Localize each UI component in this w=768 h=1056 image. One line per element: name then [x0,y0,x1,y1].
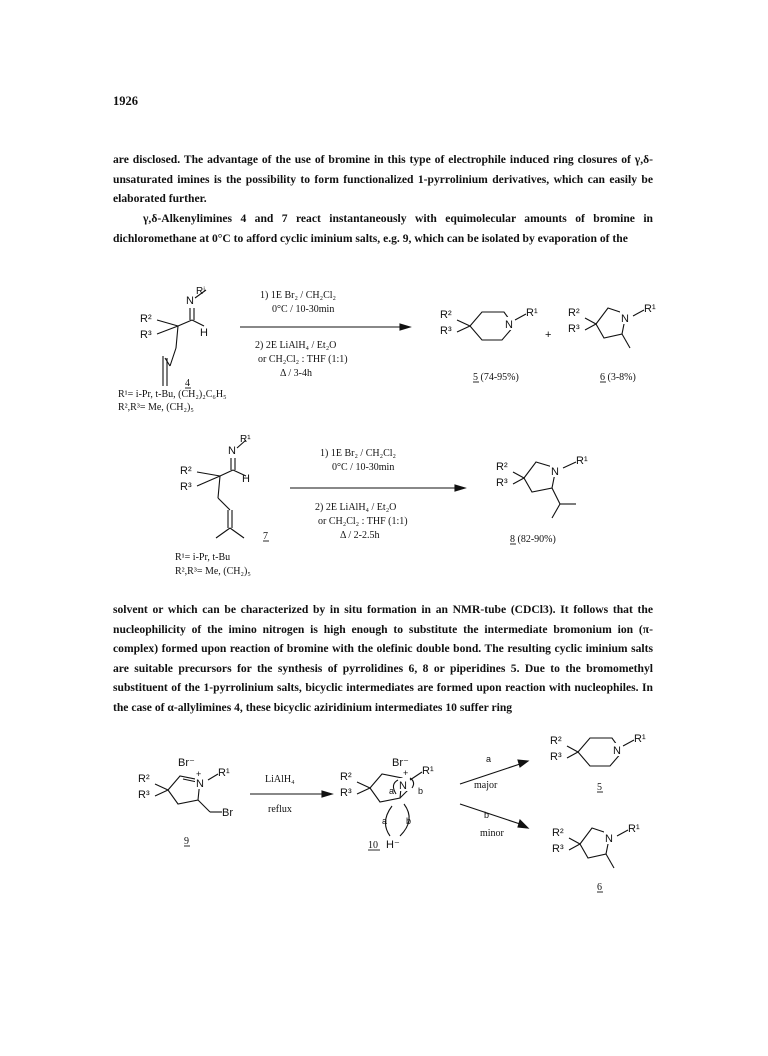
svg-text:R²: R² [552,827,564,839]
svg-text:b: b [406,816,412,826]
product-6-label: 6 (3-8%) [600,372,636,383]
svg-text:R²: R² [496,461,508,473]
svg-text:R³: R³ [552,843,564,855]
substituents-r1: R¹= i-Pr, t-Bu, (CH₂)₂C₆H₅ [118,389,227,400]
cond2-3: 2) 2E LiAlH₄ / Et₂O [315,502,397,513]
paragraph-mechanism: solvent or which can be characterized by in situ formation in an NMR-tube (CDCl3). It follows that the nucleophilicity of the imino nitrogen is high enough to substitute the intermediate bromonium ion (π-complex) formed upon reaction of bromine with the olefinic double bond. The resulting cyclic iminium salts are suitable precursors for the synthesis of pyrrolidines 6, 8 or piperidines 5. Due to the bromomethyl substituent of the 1-pyrrolinium salts, bicyclic intermediates are formed upon reaction with nucleophiles. In the case of α-allylimines 4, these bicyclic aziridinium intermediates 10 suffer ring [113,603,653,714]
cond-2: 0°C / 10-30min [272,304,335,315]
pyrrolidine-8-structure [496,455,588,518]
major-note: major [474,780,498,791]
svg-text:R²: R² [180,465,192,477]
compound-label-10: 10 [368,840,378,851]
arrow-path-b [460,804,520,824]
svg-text:a: a [382,816,388,826]
paragraph-intro: are disclosed. The advantage of the use of bromine in this type of electrophile induced ring closures of γ,δ-unsaturated imines is the possibility to form functionalized 1-pyrrolinium derivatives, which can easily be elaborated further. [113,153,653,206]
cond-5: Δ / 3-4h [280,368,312,379]
svg-text:N: N [505,319,513,331]
svg-text:R³: R³ [568,323,580,335]
svg-text:a: a [389,786,395,796]
svg-text:R²: R² [440,309,452,321]
atom-N: N [186,295,194,307]
svg-text:R¹: R¹ [576,455,588,467]
svg-text:R¹: R¹ [526,307,538,319]
compound-label-4: 4 [185,378,190,389]
svg-text:N: N [621,313,629,325]
imine-4-structure [140,286,208,389]
svg-text:b: b [418,786,424,796]
cond-4: or CH₂Cl₂ : THF (1:1) [258,354,348,365]
svg-text:R³: R³ [496,477,508,489]
svg-text:R²: R² [138,773,150,785]
piperidine-5-structure [440,307,538,340]
svg-text:N: N [551,466,559,478]
svg-text:Br⁻: Br⁻ [178,757,195,769]
svg-text:R³: R³ [180,481,192,493]
svg-text:N: N [196,778,204,790]
product-8-label: 8 (82-90%) [510,534,556,545]
svg-text:R¹: R¹ [634,733,646,745]
svg-text:R³: R³ [340,787,352,799]
cond-1: 1) 1E Br₂ / CH₂Cl₂ [260,290,337,301]
svg-text:R³: R³ [138,789,150,801]
product-label-6: 6 [597,882,602,893]
atom-R3: R³ [140,329,152,341]
compound-label-9: 9 [184,836,189,847]
plus-sign: + [545,329,552,341]
svg-text:R¹: R¹ [644,303,656,315]
scheme-3 [100,732,700,902]
atom-H: H [200,327,208,339]
substituents-r1-7: R¹= i-Pr, t-Bu [175,552,231,563]
imine-7-structure [180,434,251,538]
product-label-5: 5 [597,782,602,793]
svg-text:a: a [486,754,492,764]
svg-text:R¹: R¹ [422,765,434,777]
atom-Ri: Rⁱ [196,286,206,297]
cond2-5: Δ / 2-2.5h [340,530,380,541]
substituents-r2r3-7: R²,R³= Me, (CH₂)₅ [175,566,251,577]
scheme-1 [100,268,700,413]
svg-text:R¹: R¹ [218,767,230,779]
svg-text:Br⁻: Br⁻ [392,757,409,769]
svg-text:b: b [484,810,490,820]
svg-text:R¹: R¹ [240,434,251,445]
svg-text:H: H [242,473,250,485]
compound-label-7: 7 [263,531,268,542]
svg-text:R²: R² [568,307,580,319]
svg-text:R²: R² [340,771,352,783]
svg-text:N: N [399,780,407,792]
iminium-9-structure [138,757,233,819]
svg-text:+: + [196,769,202,779]
product-5-label: 5 (74-95%) [473,372,519,383]
svg-text:Br: Br [222,807,233,819]
svg-text:+: + [403,768,409,778]
svg-text:N: N [613,745,621,757]
cond-3: 2) 2E LiAlH₄ / Et₂O [255,340,337,351]
atom-R2: R² [140,313,152,325]
svg-text:R³: R³ [550,751,562,763]
condition-reflux: reflux [268,804,292,815]
svg-text:N: N [605,833,613,845]
svg-text:R²: R² [550,735,562,747]
svg-text:R¹: R¹ [628,823,640,835]
pyrrolidine-6-structure [568,303,656,348]
paragraph-alkenylimines: γ,δ-Alkenylimines 4 and 7 react instantaneously with equimolecular amounts of bromine in dichloromethane at 0°C to afford cyclic iminium salts, e.g. 9, which can be isolated by evaporation of the [113,212,653,245]
product-6-structure-scheme3 [552,823,640,868]
cond2-4: or CH₂Cl₂ : THF (1:1) [318,516,408,527]
cond2-1: 1) 1E Br₂ / CH₂Cl₂ [320,448,397,459]
cond2-2: 0°C / 10-30min [332,462,395,473]
svg-text:R³: R³ [440,325,452,337]
product-5-structure-scheme3 [550,733,646,766]
scheme-2 [100,418,700,588]
reagent-lialh4: LiAlH₄ [265,774,295,785]
svg-text:H⁻: H⁻ [386,839,400,851]
minor-note: minor [480,828,504,839]
substituents-r2r3: R²,R³= Me, (CH₂)₅ [118,402,194,413]
aziridinium-10-structure [340,757,434,851]
page-number: 1926 [113,94,138,108]
svg-text:N: N [228,445,236,457]
